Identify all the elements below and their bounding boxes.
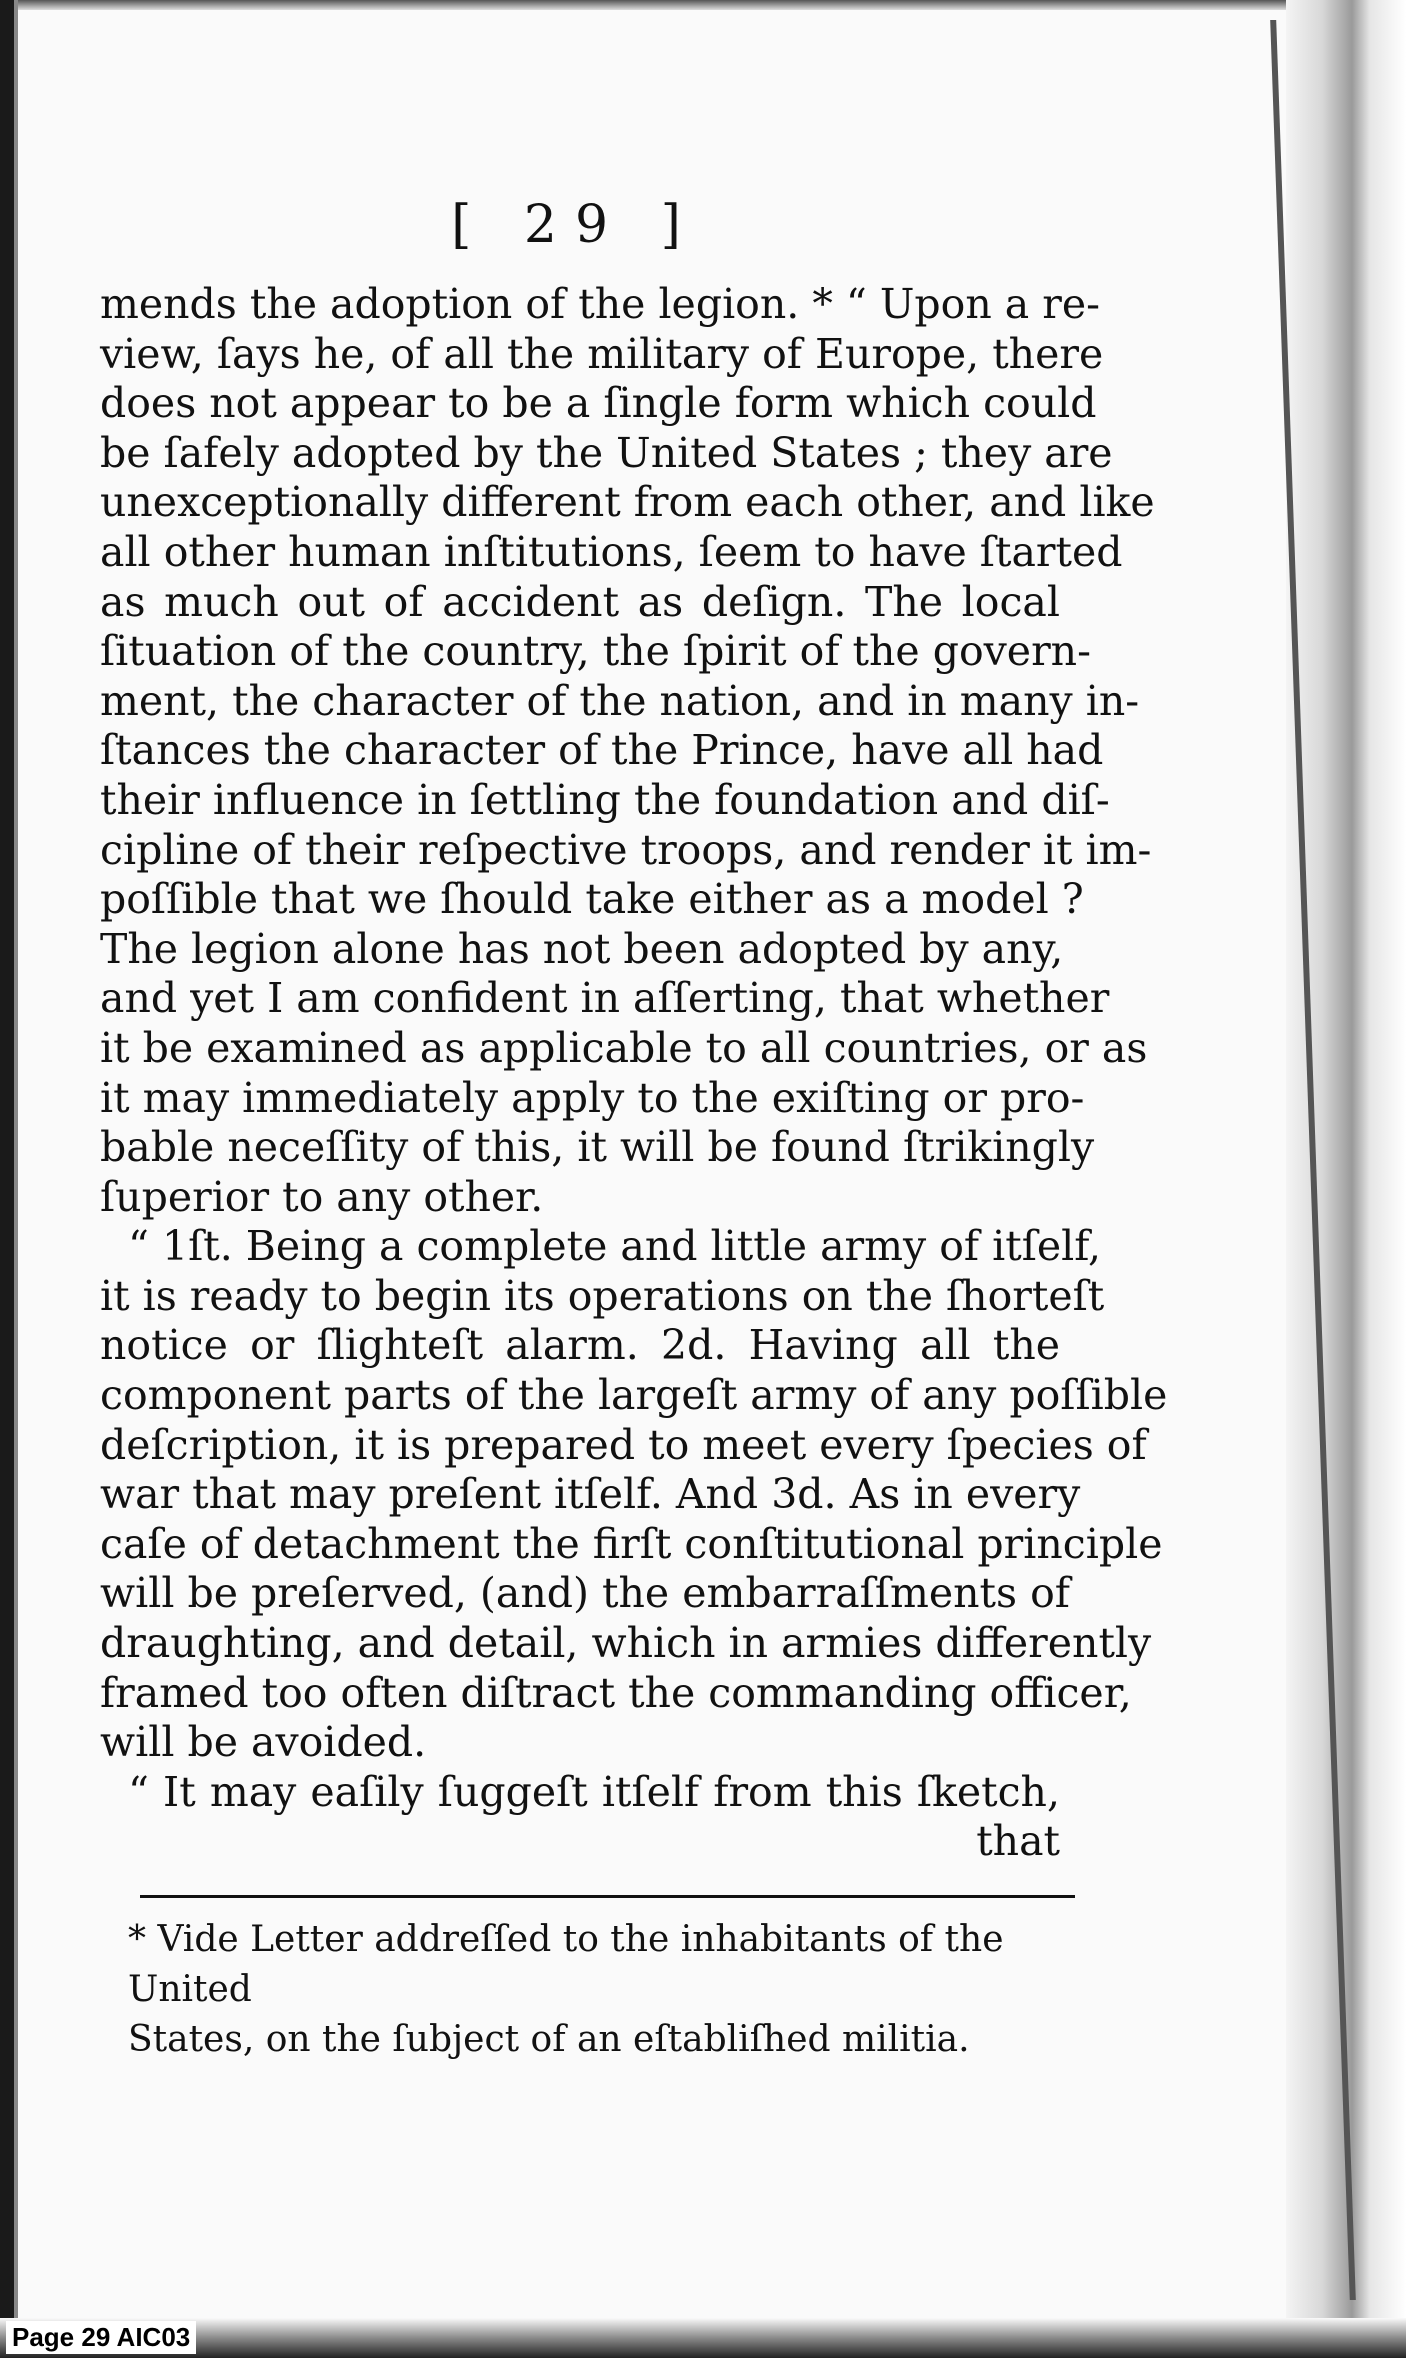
- body-line: will be avoided.: [100, 1718, 427, 1767]
- page-bottom-edge: [0, 2318, 1406, 2358]
- body-line: deſcription, it is prepared to meet every ſpecies of: [100, 1420, 1147, 1469]
- footnote-line: States, on the ſubject of an eſtabliſhed militia.: [128, 2019, 970, 2060]
- body-line: ſituation of the country, the ſpirit of the govern-: [100, 627, 1091, 676]
- body-line: caſe of detachment the firſt conſtitutional principle: [100, 1519, 1163, 1568]
- body-line: ment, the character of the nation, and in many in-: [100, 676, 1140, 725]
- body-line: framed too often diſtract the commanding officer,: [100, 1668, 1132, 1717]
- body-line: “ 1ſt. Being a complete and little army of itſelf,: [128, 1222, 1101, 1271]
- body-line: cipline of their reſpective troops, and render it im-: [100, 825, 1152, 874]
- page-id-label: Page 29 AIC03: [6, 2321, 196, 2354]
- body-line: it is ready to begin its operations on the ſhorteſt: [100, 1271, 1105, 1320]
- body-line: The legion alone has not been adopted by any,: [100, 924, 1064, 973]
- body-line: ſtances the character of the Prince, have all had: [100, 726, 1104, 775]
- body-line: it be examined as applicable to all countries, or as: [100, 1023, 1148, 1072]
- catchword: that: [976, 1817, 1060, 1866]
- footnote: [128, 1915, 1083, 2065]
- body-line: component parts of the largeſt army of any poſſible: [100, 1371, 1168, 1420]
- body-line: bable neceſſity of this, it will be found ſtrikingly: [100, 1123, 1095, 1172]
- body-line: draughting, and detail, which in armies differently: [100, 1619, 1152, 1668]
- body-line: it may immediately apply to the exiſting or pro-: [100, 1073, 1085, 1122]
- body-line: unexceptionally different from each other, and like: [100, 478, 1155, 527]
- page-right-edge: [1286, 0, 1406, 2358]
- body-line: poſſible that we ſhould take either as a model ?: [100, 875, 1084, 924]
- body-line: ſuperior to any other.: [100, 1172, 544, 1221]
- body-line: “ It may eaſily ſuggeſt itſelf from this ſketch,: [128, 1767, 1060, 1816]
- body-line: does not appear to be a ſingle form which could: [100, 379, 1097, 428]
- body-text: [100, 280, 1168, 1867]
- page-number-header: [ 29 ]: [451, 195, 699, 255]
- footnote-line: * Vide Letter addreſſed to the inhabitants of the United: [128, 1919, 1004, 2010]
- body-line: war that may preſent itſelf. And 3d. As in every: [100, 1470, 1081, 1519]
- body-line: mends the adoption of the legion. * “ Upon a re-: [100, 280, 1100, 328]
- body-line: as much out of accident as deſign. The local: [100, 577, 1060, 626]
- body-line: notice or ſlighteſt alarm. 2d. Having all the: [100, 1321, 1060, 1370]
- body-line: their influence in ſettling the foundation and diſ-: [100, 775, 1110, 824]
- body-line: all other human inſtitutions, ſeem to have ſtarted: [100, 527, 1123, 576]
- page-top-edge: [0, 0, 1406, 10]
- footnote-divider: [140, 1895, 1075, 1898]
- page-left-edge: [0, 0, 14, 2358]
- body-line: will be preſerved, (and) the embarraſſments of: [100, 1569, 1070, 1618]
- body-line: and yet I am confident in aſſerting, that whether: [100, 974, 1110, 1023]
- body-line: be ſafely adopted by the United States ; they are: [100, 428, 1113, 477]
- body-line: view, ſays he, of all the military of Europe, there: [100, 329, 1104, 378]
- page-left-edge-shadow: [14, 0, 18, 2358]
